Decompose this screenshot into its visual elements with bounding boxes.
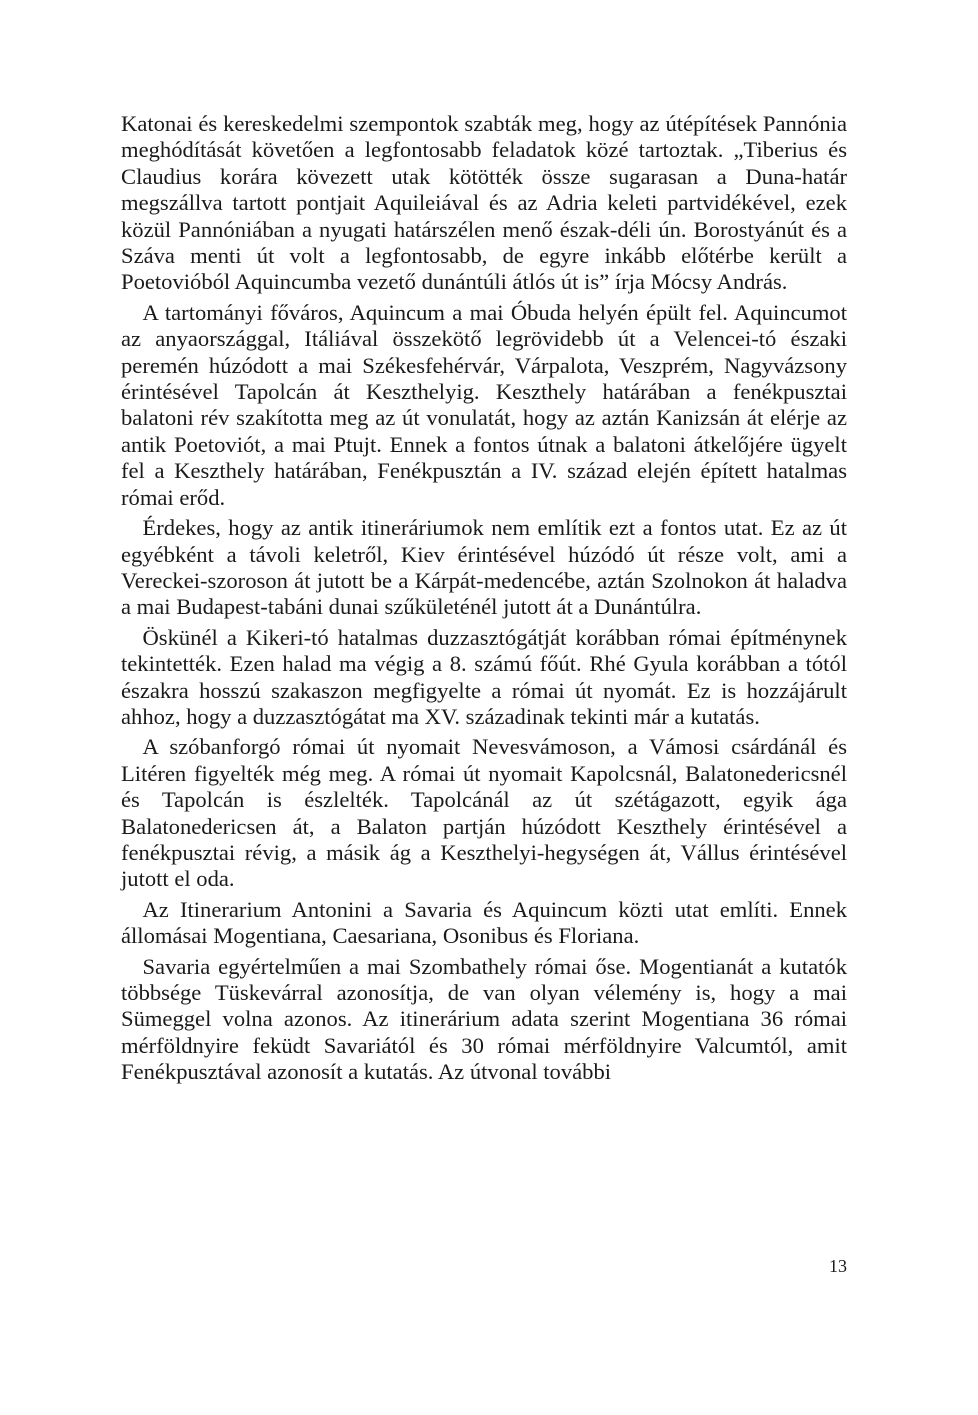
paragraph-7: Savaria egyértelműen a mai Szombathely római őse. Mogentianát a kutatók többsége Tüskevárral azonosítja, de van olyan vélemény is, hogy a mai Sümeggel volna azonos. Az itinerárium adata szerint Mogentiana 36 római mérföldnyire feküdt Savariától és 30 római mérföldnyire Valcumtól, amit Fenékpusztával azonosít a kutatás. Az útvonal további [121,953,847,1085]
paragraph-3: Érdekes, hogy az antik itineráriumok nem említik ezt a fontos utat. Ez az út egyébként a távoli keletről, Kiev érintésével húzódó út része volt, ami a Vereckei-szoroson át jutott be a Kárpát-medencébe, aztán Szolnokon át haladva a mai Budapest-tabáni dunai szűkületénél jutott át a Dunántúlra. [121,515,847,620]
paragraph-6: Az Itinerarium Antonini a Savaria és Aquincum közti utat említi. Ennek állomásai Mogentiana, Caesariana, Osonibus és Floriana. [121,896,847,949]
paragraph-2: A tartományi főváros, Aquincum a mai Óbuda helyén épült fel. Aquincumot az anyaországgal, Itáliával összekötő legrövidebb út a Velencei-tó északi peremén húzódott a mai Székesfehérvár, Várpalota, Veszprém, Nagyvázsony érintésével Tapolcán át Keszthelyig. Keszthely határában a fenékpusztai balatoni rév szakította meg az út vonulatát, hogy az aztán Kanizsán át elérje az antik Poetoviót, a mai Ptujt. Ennek a fontos útnak a balatoni átkelőjére ügyelt fel a Keszthely határában, Fenékpusztán a IV. század elején épített hatalmas római erőd. [121,299,847,510]
paragraph-1: Katonai és kereskedelmi szempontok szabták meg, hogy az útépítések Pannónia meghódítását követően a legfontosabb feladatok közé tartoztak. „Tiberius és Claudius korára kövezett utak kötötték össze sugarasan a Duna-határ megszállva tartott pontjait Aquileiával és az Adria keleti partvidékével, ezek közül Pannóniában a nyugati határszélen menő észak-déli ún. Borostyánút és a Száva menti út volt a legfontosabb, de egyre inkább előtérbe került a Poetovióból Aquincumba vezető dunántúli átlós út is” írja Mócsy András. [121,111,847,295]
paragraph-5: A szóbanforgó római út nyomait Nevesvámoson, a Vámosi csárdánál és Litéren figyelték még meg. A római út nyomait Kapolcsnál, Balatonedericsnél és Tapolcán is észlelték. Tapolcánál az út szétágazott, egyik ága Balatonedericsen át, a Balaton partján húzódott Keszthely érintésével a fenékpusztai révig, a másik ág a Keszthelyi-hegységen át, Vállus érintésével jutott el oda. [121,734,847,892]
paragraph-4: Öskünél a Kikeri-tó hatalmas duzzasztógátját korábban római építménynek tekintették. Ezen halad ma végig a 8. számú főút. Rhé Gyula korábban a tótól északra hosszú szakaszon megfigyelte a római út nyomát. Ez is hozzájárult ahhoz, hogy a duzzasztógátat ma XV. századinak tekinti már a kutatás. [121,624,847,729]
body-text [121,111,847,1086]
page-number: 13 [829,1256,847,1276]
